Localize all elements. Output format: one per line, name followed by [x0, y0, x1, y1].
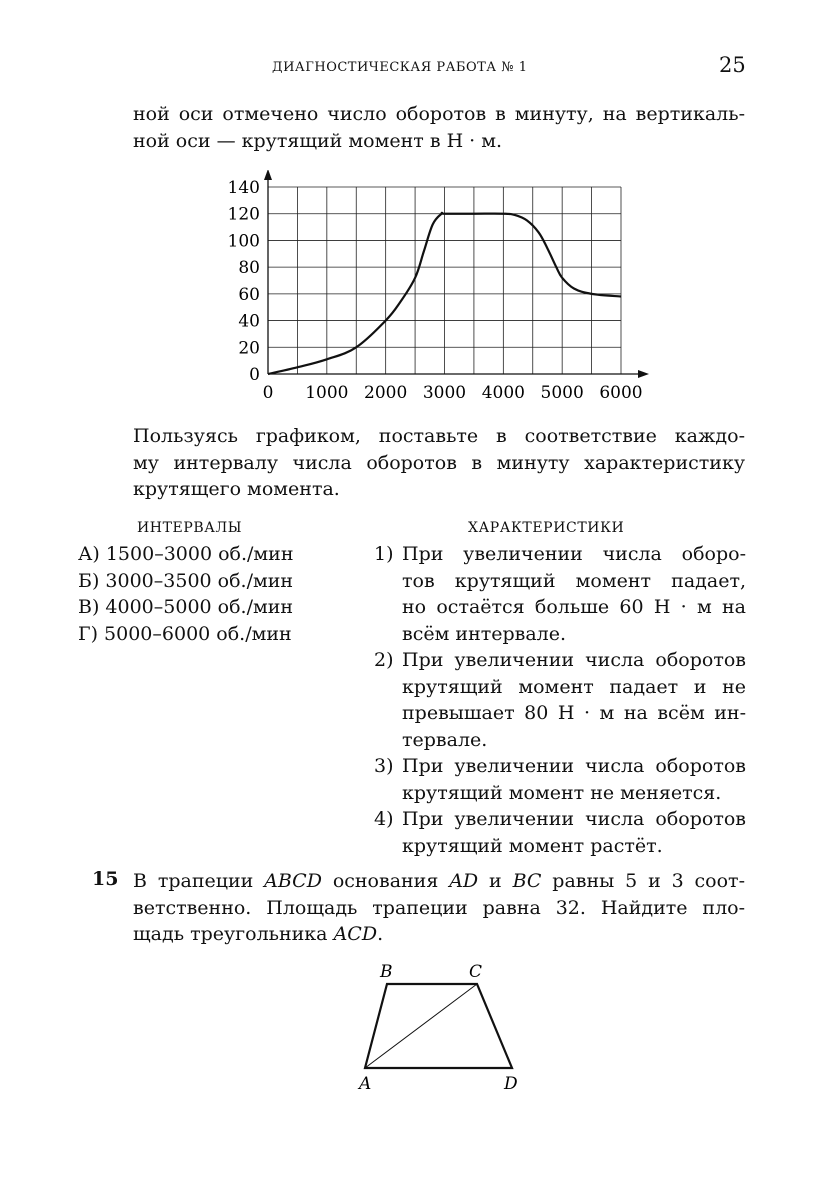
y-tick-label: 60: [238, 284, 260, 305]
interval-item: В) 4000–5000 об./мин: [78, 596, 294, 618]
interval-item: Б) 3000–3500 об./мин: [78, 569, 294, 592]
y-tick-label: 40: [238, 311, 260, 332]
x-tick-label: 0: [262, 383, 274, 403]
item-line: крутящий момент падает и не: [402, 675, 746, 698]
torque-chart: [215, 170, 660, 410]
item-line: крутящий момент не меняется.: [402, 781, 722, 804]
item-line: При увеличении числа оборотов: [402, 649, 746, 671]
question-paragraph: [133, 423, 745, 503]
diagonal-ac: [365, 984, 477, 1068]
item-line: крутящий момент растёт.: [402, 834, 663, 857]
characteristic-item: [374, 753, 746, 806]
interval-item: Г) 5000–6000 об./мин: [78, 622, 292, 645]
x-tick-label: 1000: [305, 383, 349, 403]
vertex-label-d: D: [504, 1074, 518, 1094]
y-tick-labels: [228, 178, 260, 385]
vertex-label-a: A: [359, 1074, 372, 1094]
item-line: превышает 80 Н · м на всём ин-: [402, 702, 746, 724]
interval-item: А) 1500–3000 об./мин: [78, 543, 294, 565]
item-line: При увеличении числа оборотов: [402, 808, 746, 830]
intervals-list: [78, 541, 294, 647]
item-line: тов крутящий момент падает,: [402, 569, 746, 592]
y-tick-label: 100: [227, 231, 260, 252]
item-line: При увеличении числа оборотов: [402, 755, 746, 777]
running-header: ДИАГНОСТИЧЕСКАЯ РАБОТА № 1: [272, 60, 528, 75]
task-text: [133, 868, 745, 948]
intro-line: ной оси отмечено число оборотов в минуту, на вертикаль-: [133, 103, 745, 125]
page-number: 25: [719, 53, 746, 77]
item-line: но остаётся больше 60 Н · м на: [402, 596, 746, 618]
characteristics-list: [374, 541, 746, 859]
item-line: тервале.: [402, 728, 488, 751]
intervals-heading: ИНТЕРВАЛЫ: [137, 520, 243, 536]
item-number: 4): [374, 808, 394, 830]
x-tick-label: 2000: [364, 383, 408, 403]
question-line: Пользуясь графиком, поставьте в соответствие каждо-: [133, 425, 745, 447]
trapezoid-figure: [340, 955, 540, 1100]
item-line: всём интервале.: [402, 622, 567, 645]
y-tick-label: 140: [227, 178, 260, 198]
item-line: При увеличении числа оборо-: [402, 543, 746, 565]
question-line: му интервалу числа оборотов в минуту характеристику: [133, 451, 745, 474]
question-line: крутящего момента.: [133, 478, 340, 500]
task-line: ветственно. Площадь трапеции равна 32. Найдите пло-: [133, 896, 745, 919]
x-tick-label: 3000: [422, 383, 467, 403]
vertex-label-b: B: [380, 962, 393, 982]
task-line: щадь треугольника ACD.: [133, 923, 384, 945]
task-line: В трапеции ABCD основания AD и BC равны 5 и 3 соот-: [133, 870, 745, 892]
intro-paragraph: [133, 101, 745, 154]
characteristic-item: [374, 541, 746, 647]
x-tick-labels: [263, 383, 643, 403]
item-number: 3): [374, 755, 394, 777]
x-tick-label: 6000: [599, 383, 643, 403]
vertex-label-c: C: [469, 962, 483, 982]
x-tick-label: 5000: [540, 383, 584, 403]
x-axis-arrow: [638, 370, 649, 378]
intro-line: ной оси — крутящий момент в Н · м.: [133, 129, 503, 152]
characteristic-item: [374, 806, 746, 859]
x-tick-label: 4000: [481, 383, 525, 403]
trapezoid-shape: [365, 984, 512, 1068]
characteristics-heading: ХАРАКТЕРИСТИКИ: [468, 520, 625, 536]
item-number: 1): [374, 543, 394, 565]
y-tick-label: 20: [238, 338, 260, 359]
y-tick-label: 120: [227, 204, 260, 225]
y-tick-label: 0: [249, 365, 260, 385]
y-tick-label: 80: [238, 258, 260, 279]
item-number: 2): [374, 649, 394, 671]
characteristic-item: [374, 647, 746, 753]
chart-grid: [268, 187, 621, 374]
task-number: 15: [92, 868, 119, 890]
y-axis-arrow: [264, 170, 272, 180]
